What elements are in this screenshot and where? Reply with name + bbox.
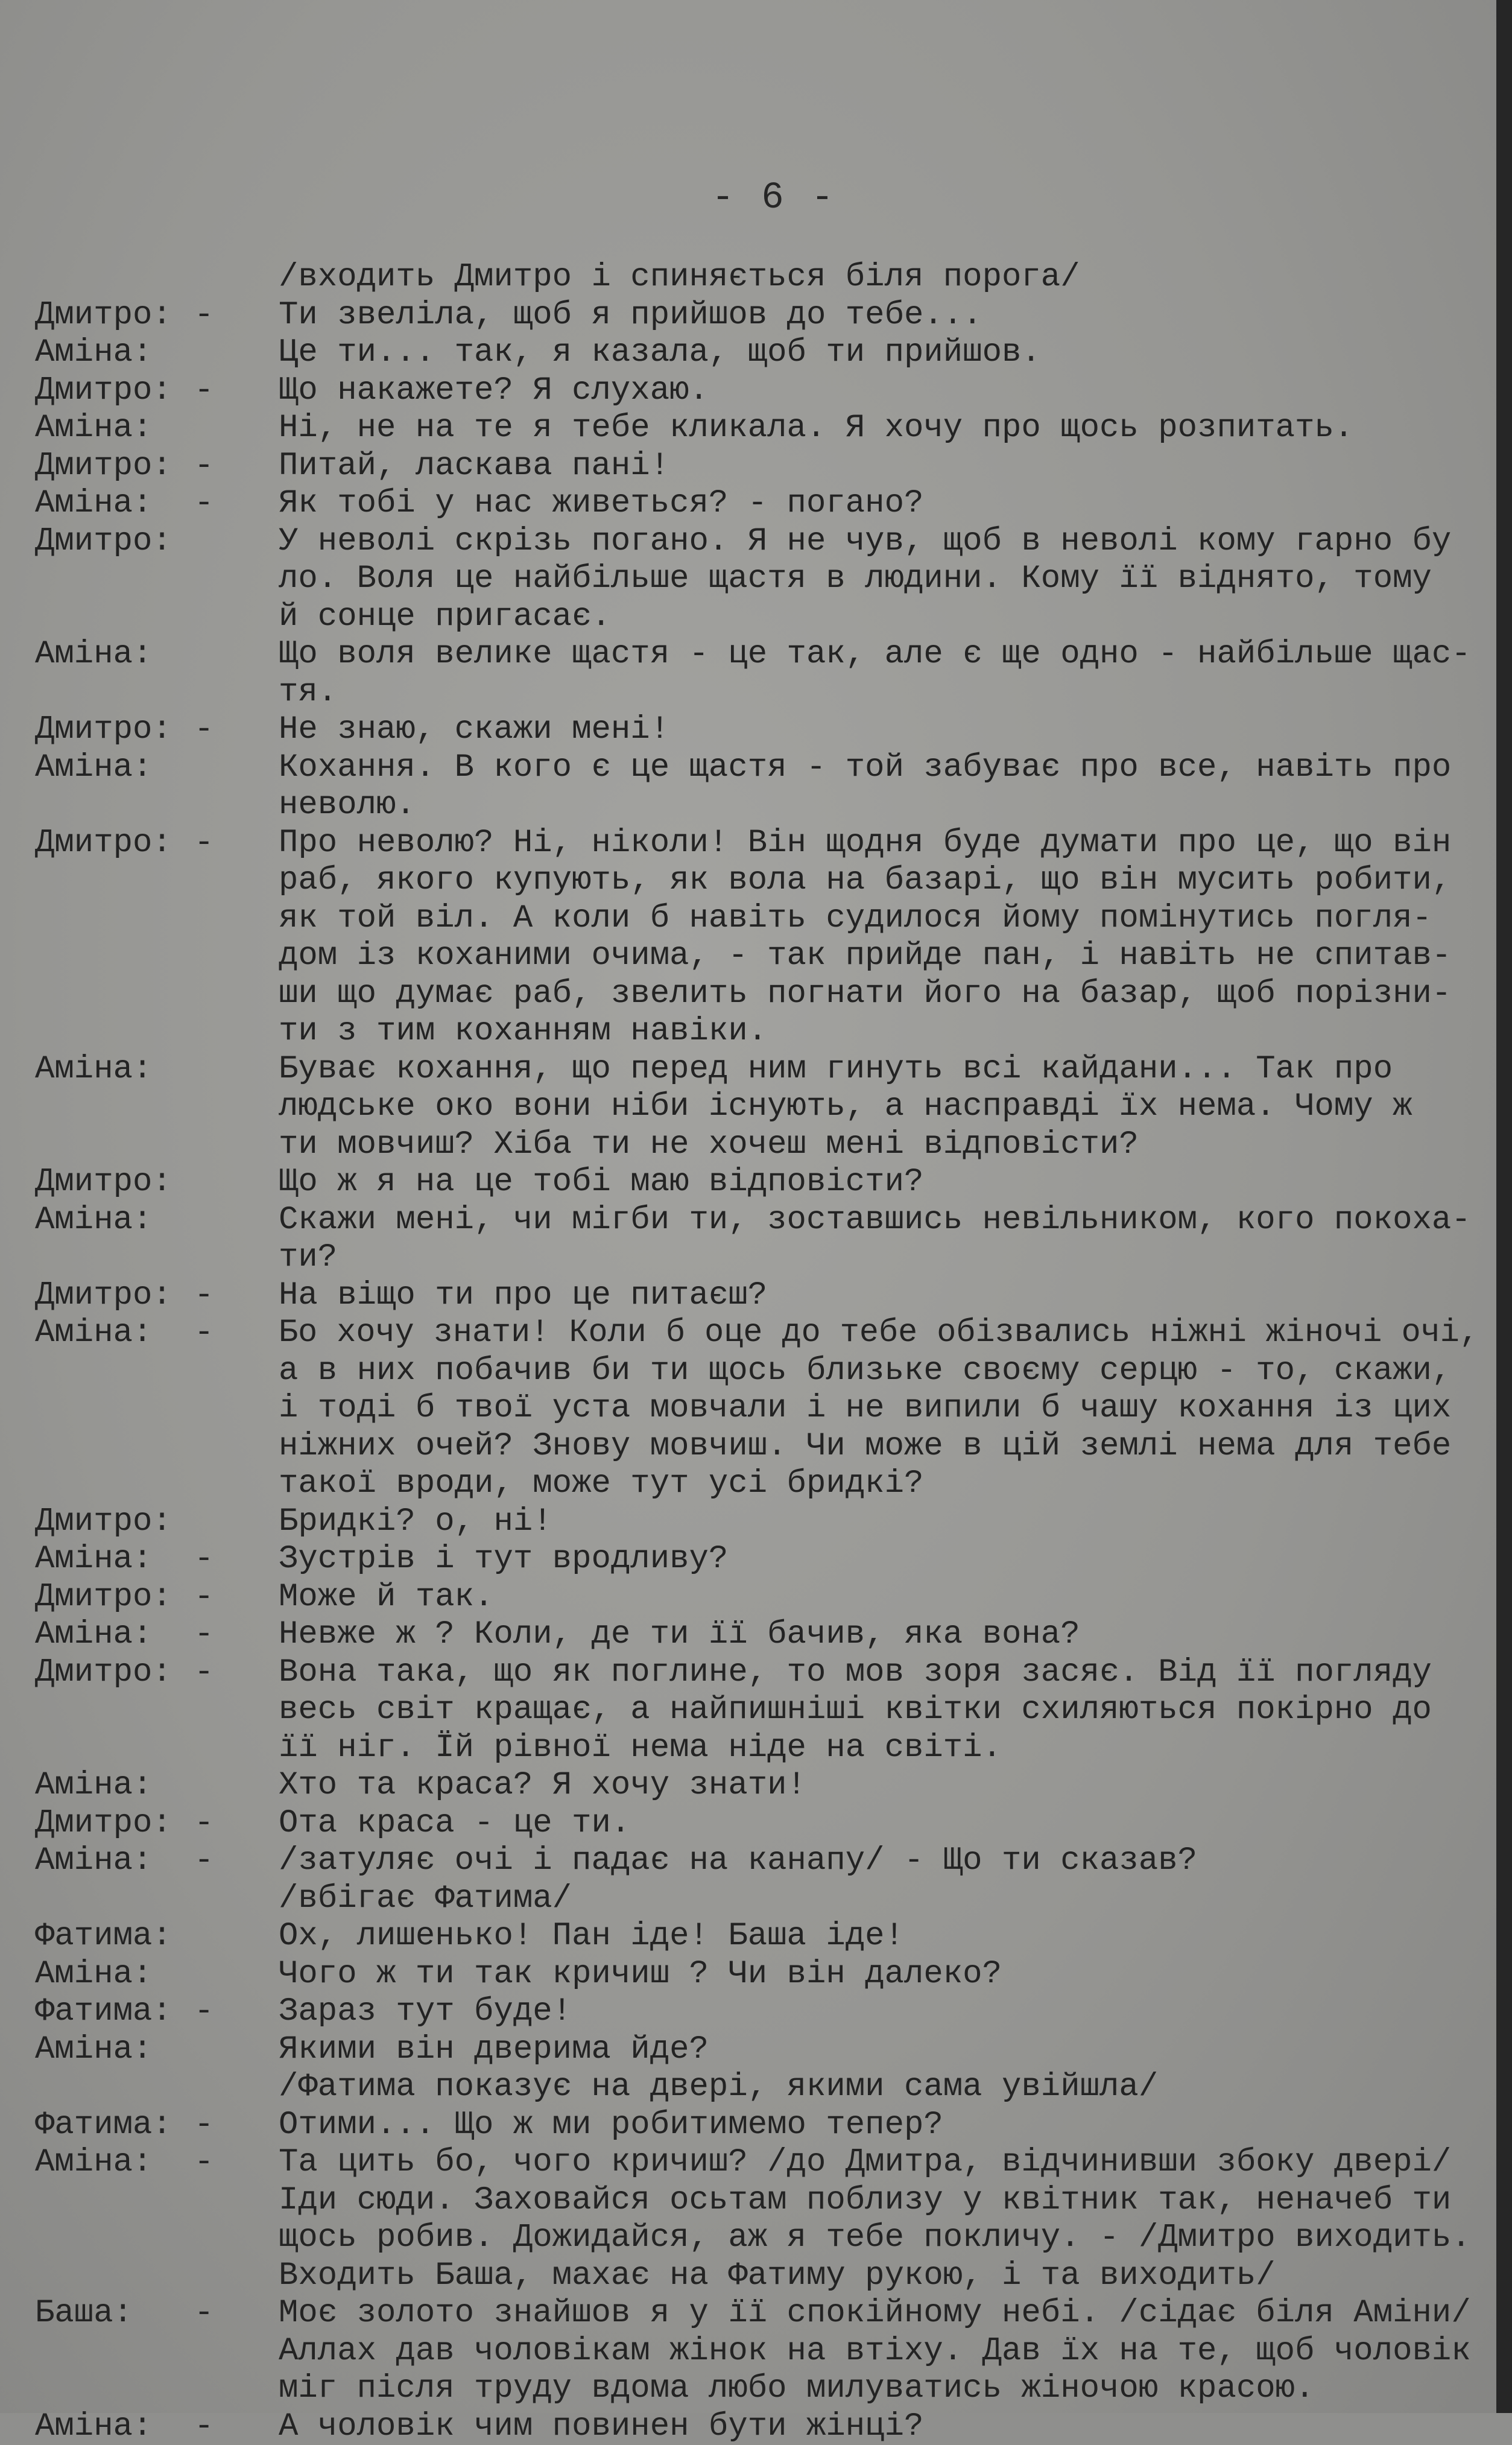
speaker-name: Дмитро:	[35, 1164, 172, 1200]
speaker-name: Аміна:	[35, 1955, 153, 1993]
speaker-dash: -	[194, 1654, 214, 1691]
speaker-name: Дмитро:	[35, 522, 172, 560]
speaker-dash: -	[194, 1314, 214, 1351]
speaker-name: Аміна:	[35, 334, 153, 371]
dialogue-text: Скажи мені, чи мігби ти, зоставшись невільником, кого покоха-	[279, 1201, 1471, 1238]
dialogue-text: ло. Воля це найбільше щастя в людини. Кому її віднято, тому	[279, 560, 1432, 597]
script-line	[0, 1541, 1490, 1578]
speaker-name: Аміна:	[35, 1201, 153, 1238]
dialogue-text: ти з тим коханням навіки.	[279, 1013, 768, 1050]
script-line	[0, 561, 1490, 597]
script-line	[0, 1768, 1490, 1804]
speaker-dash: -	[194, 372, 214, 409]
speaker-name: Аміна:	[35, 1616, 153, 1653]
speaker-name: Фатима:	[35, 1993, 172, 2030]
dialogue-text: неволю.	[279, 787, 416, 823]
speaker-name: Дмитро:	[35, 1804, 172, 1842]
script-line	[0, 524, 1490, 560]
script-line	[0, 2069, 1490, 2105]
dialogue-text: Може й так.	[279, 1578, 494, 1616]
dialogue-text: На віщо ти про це питаєш?	[279, 1276, 768, 1314]
script-line	[0, 1843, 1490, 1879]
speaker-name: Баша:	[35, 2295, 133, 2332]
dialogue-text: й сонце пригасає.	[279, 598, 611, 635]
dialogue-text: Кохання. В кого є це щастя - той забуває про все, навіть про	[279, 749, 1452, 786]
speaker-dash: -	[194, 2106, 214, 2143]
dialogue-text: її ніг. Їй рівної нема ніде на світі.	[279, 1729, 1002, 1766]
speaker-name: Дмитро:	[35, 296, 172, 334]
script-line	[0, 1579, 1490, 1616]
dialogue-text: Вона така, що як поглине, то мов зоря засяє. Від її погляду	[279, 1654, 1432, 1691]
dialogue-text: Моє золото знайшов я у її спокійному небі. /сідає біля Аміни/	[279, 2295, 1471, 2332]
script-line	[0, 448, 1490, 484]
dialogue-text: /входить Дмитро і спиняється біля порога/	[279, 259, 1080, 296]
dialogue-text: ніжних очей? Знову мовчиш. Чи може в цій землі нема для тебе	[279, 1427, 1452, 1465]
speaker-name: Аміна:	[35, 2031, 153, 2068]
speaker-name: Аміна:	[35, 485, 153, 522]
script-line	[0, 2220, 1490, 2256]
speaker-name: Дмитро:	[35, 372, 172, 409]
speaker-dash: -	[194, 2144, 214, 2181]
script-line	[0, 901, 1490, 937]
script-line	[0, 1240, 1490, 1276]
speaker-dash: -	[194, 711, 214, 748]
speaker-name: Аміна:	[35, 2408, 153, 2445]
script-line	[0, 1918, 1490, 1955]
dialogue-text: Бридкі? о, ні!	[279, 1503, 552, 1540]
script-line	[0, 636, 1490, 673]
script-line	[0, 1466, 1490, 1502]
page-number: - 6 -	[712, 176, 837, 219]
dialogue-text: ти мовчиш? Хіба ти не хочеш мені відповісти?	[279, 1126, 1139, 1163]
script-line	[0, 1127, 1490, 1163]
speaker-name: Аміна:	[35, 636, 153, 673]
script-line	[0, 2258, 1490, 2294]
script-line	[0, 674, 1490, 711]
dialogue-text: щось робив. Дожидайся, аж я тебе покличу. - /Дмитро виходить.	[279, 2219, 1471, 2256]
script-line	[0, 2333, 1490, 2370]
script-line	[0, 1994, 1490, 2030]
speaker-dash: -	[194, 1842, 214, 1879]
speaker-name: Дмитро:	[35, 1503, 172, 1540]
dialogue-text: а в них побачив би ти щось близьке своєму серцю - то, скажи,	[279, 1352, 1452, 1389]
speaker-name: Аміна:	[35, 410, 153, 446]
speaker-name: Фатима:	[35, 1918, 172, 1955]
speaker-name: Аміна:	[35, 1314, 153, 1351]
dialogue-text: А чоловік чим повинен бути жінці?	[279, 2408, 924, 2445]
speaker-name: Дмитро:	[35, 1276, 172, 1314]
dialogue-text: Це ти... так, я казала, щоб ти прийшов.	[279, 334, 1041, 371]
script-line	[0, 2295, 1490, 2332]
dialogue-text: Буває кохання, що перед ним гинуть всі кайдани... Так про	[279, 1050, 1393, 1088]
script-line	[0, 1089, 1490, 1125]
speaker-dash: -	[194, 2295, 214, 2332]
script-line	[0, 863, 1490, 899]
dialogue-text: Що ж я на це тобі маю відповісти?	[279, 1164, 924, 1200]
script-line	[0, 2032, 1490, 2068]
script-line	[0, 1315, 1490, 1351]
dialogue-text: Ні, не на те я тебе кликала. Я хочу про щось розпитать.	[279, 410, 1354, 446]
speaker-dash: -	[194, 1541, 214, 1578]
speaker-name: Дмитро:	[35, 824, 172, 861]
script-line	[0, 1013, 1490, 1050]
dialogue-text: /Фатима показує на двері, якими сама увійшла/	[279, 2069, 1159, 2105]
dialogue-text: Що накажете? Я слухаю.	[279, 372, 709, 409]
speaker-name: Дмитро:	[35, 1578, 172, 1616]
speaker-dash: -	[194, 296, 214, 334]
script-line	[0, 1881, 1490, 1917]
scan-edge-border	[1496, 0, 1512, 2413]
speaker-dash: -	[194, 485, 214, 522]
speaker-name: Фатима:	[35, 2106, 172, 2143]
script-line	[0, 1655, 1490, 1691]
speaker-name: Аміна:	[35, 1767, 153, 1804]
speaker-name: Дмитро:	[35, 1654, 172, 1691]
script-line	[0, 825, 1490, 861]
speaker-name: Дмитро:	[35, 711, 172, 748]
dialogue-text: тя.	[279, 673, 338, 711]
script-line	[0, 2183, 1490, 2219]
dialogue-text: Невже ж ? Коли, де ти її бачив, яка вона?	[279, 1616, 1080, 1653]
script-line	[0, 297, 1490, 334]
speaker-dash: -	[194, 1993, 214, 2030]
script-line	[0, 1202, 1490, 1238]
script-line	[0, 1504, 1490, 1540]
speaker-dash: -	[194, 1578, 214, 1616]
speaker-name: Аміна:	[35, 749, 153, 786]
dialogue-text: У неволі скрізь погано. Я не чув, щоб в неволі кому гарно бу	[279, 522, 1452, 560]
dialogue-text: Аллах дав чоловікам жінок на втіху. Дав їх на те, щоб чоловік	[279, 2332, 1471, 2370]
dialogue-text: Хто та краса? Я хочу знати!	[279, 1767, 806, 1804]
script-line	[0, 938, 1490, 974]
script-line	[0, 1164, 1490, 1200]
dialogue-text: і тоді б твої уста мовчали і не випили б чашу кохання із цих	[279, 1390, 1452, 1427]
script-line	[0, 1278, 1490, 1314]
dialogue-text: дом із коханими очима, - так прийде пан, і навіть не спитав-	[279, 937, 1452, 974]
speaker-name: Дмитро:	[35, 447, 172, 484]
dialogue-text: Ти звеліла, щоб я прийшов до тебе...	[279, 296, 982, 334]
script-line	[0, 2371, 1490, 2407]
dialogue-text: як той віл. А коли б навіть судилося йому помінутись погля-	[279, 899, 1432, 937]
dialogue-text: Зустрів і тут вродливу?	[279, 1541, 729, 1578]
script-line	[0, 486, 1490, 522]
script-line	[0, 1956, 1490, 1993]
speaker-dash: -	[194, 1804, 214, 1842]
script-line	[0, 1730, 1490, 1766]
dialogue-text: Не знаю, скажи мені!	[279, 711, 670, 748]
speaker-dash: -	[194, 447, 214, 484]
dialogue-text: Якими він дверима йде?	[279, 2031, 709, 2068]
dialogue-text: людське око вони ніби існують, а насправді їх нема. Чому ж	[279, 1088, 1412, 1125]
script-line	[0, 335, 1490, 371]
dialogue-text: Про неволю? Ні, ніколи! Він щодня буде думати про це, що він	[279, 824, 1452, 861]
dialogue-text: міг після труду вдома любо милуватись жіночою красою.	[279, 2370, 1315, 2407]
speaker-name: Аміна:	[35, 1541, 153, 1578]
speaker-name: Аміна:	[35, 1050, 153, 1088]
script-line	[0, 712, 1490, 748]
dialogue-text: Ох, лишенько! Пан іде! Баша іде!	[279, 1918, 904, 1955]
script-line	[0, 2145, 1490, 2181]
speaker-dash: -	[194, 1276, 214, 1314]
speaker-dash: -	[194, 1616, 214, 1653]
script-line	[0, 1391, 1490, 1427]
dialogue-text: Ота краса - це ти.	[279, 1804, 631, 1842]
script-line	[0, 410, 1490, 446]
script-line	[0, 1806, 1490, 1842]
script-line	[0, 2107, 1490, 2143]
dialogue-text: весь світ кращає, а найпишніші квітки схиляються покірно до	[279, 1692, 1432, 1728]
dialogue-text: ти?	[279, 1239, 338, 1276]
dialogue-text: такої вроди, може тут усі бридкі?	[279, 1465, 924, 1502]
dialogue-text: Входить Баша, махає на Фатиму рукою, і та виходить/	[279, 2257, 1276, 2294]
script-line	[0, 787, 1490, 823]
dialogue-text: раб, якого купують, як вола на базарі, що він мусить робити,	[279, 862, 1452, 899]
script-line	[0, 1617, 1490, 1653]
script-line	[0, 2409, 1490, 2445]
speaker-dash: -	[194, 2408, 214, 2445]
dialogue-text: Бо хочу знати! Коли б оце до тебе обізвались ніжні жіночі очі,	[279, 1314, 1479, 1351]
script-line	[0, 976, 1490, 1012]
script-line	[0, 750, 1490, 786]
script-line	[0, 1692, 1490, 1728]
script-line	[0, 1353, 1490, 1389]
dialogue-text: Що воля велике щастя - це так, але є ще одно - найбільше щас-	[279, 636, 1471, 673]
dialogue-text: Отими... Що ж ми робитимемо тепер?	[279, 2106, 943, 2143]
dialogue-text: Іди сюди. Заховайся осьтам поблизу у квітник так, неначеб ти	[279, 2181, 1452, 2219]
dialogue-text: Чого ж ти так кричиш ? Чи він далеко?	[279, 1955, 1002, 1993]
dialogue-text: /затуляє очі і падає на канапу/ - Що ти сказав?	[279, 1842, 1198, 1879]
dialogue-text: ши що думає раб, звелить погнати його на базар, щоб порізни-	[279, 975, 1452, 1012]
dialogue-text: Зараз тут буде!	[279, 1993, 572, 2030]
script-line	[0, 1429, 1490, 1465]
dialogue-text: /вбігає Фатима/	[279, 1880, 572, 1917]
dialogue-text: Як тобі у нас живеться? - погано?	[279, 485, 924, 522]
script-line	[0, 259, 1490, 296]
script-line	[0, 599, 1490, 635]
script-line	[0, 373, 1490, 409]
speaker-name: Аміна:	[35, 1842, 153, 1879]
script-line	[0, 1051, 1490, 1088]
speaker-dash: -	[194, 824, 214, 861]
speaker-name: Аміна:	[35, 2144, 153, 2181]
dialogue-text: Питай, ласкава пані!	[279, 447, 670, 484]
dialogue-text: Та цить бо, чого кричиш? /до Дмитра, відчинивши збоку двері/	[279, 2144, 1452, 2181]
